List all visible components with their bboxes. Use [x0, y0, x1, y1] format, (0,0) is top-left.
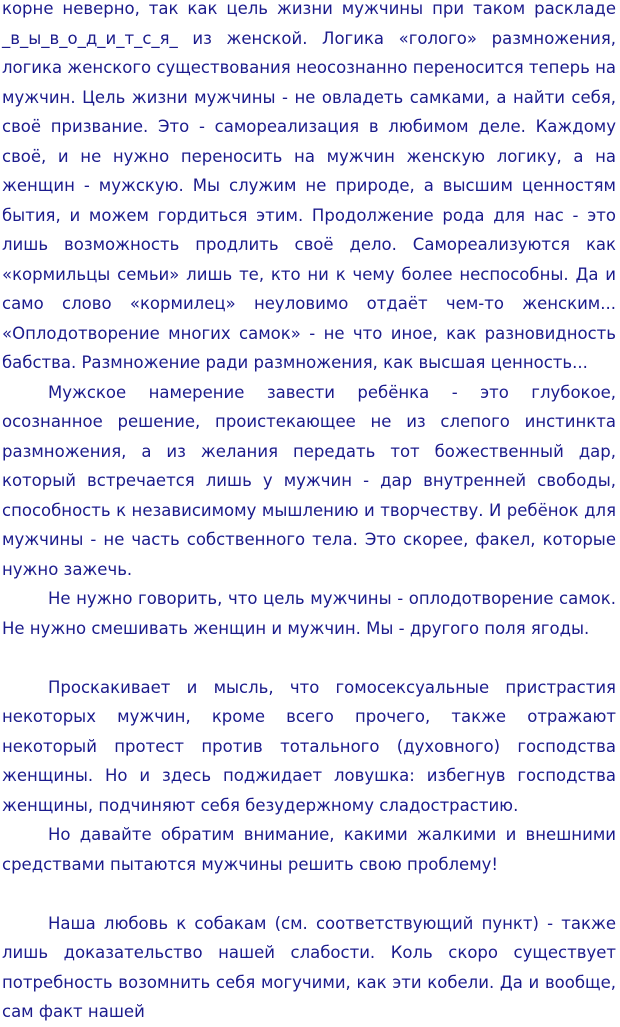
- paragraph-5: Но давайте обратим внимание, какими жалкими и внешними средствами пытаются мужчины решить свою проблему!: [2, 825, 616, 874]
- paragraph-6: Наша любовь к собакам (см. соответствующий пункт) - также лишь доказательство нашей слабости. Коль скоро существует потребность возомнить себя могучими, как эти кобели. Да и вообще, сам факт нашей: [2, 913, 616, 1021]
- paragraph-2: Мужское намерение завести ребёнка - это глубокое, осознанное решение, проистекающее не из слепого инстинкта размножения, а из желания передать тот божественный дар, который встречается лишь у мужчин - дар внутренней свободы, способность к независимому мышлению и творчеству. И ребёнок для мужчины - не часть собственного тела. Это скорее, факел, которые нужно зажечь.: [2, 382, 616, 579]
- paragraph-3: Не нужно говорить, что цель мужчины - оплодотворение самок. Не нужно смешивать женщин и мужчин. Мы - другого поля ягоды.: [2, 589, 616, 638]
- paragraph-4: Проскакивает и мысль, что гомосексуальные пристрастия некоторых мужчин, кроме всего прочего, также отражают некоторый протест против тотального (духовного) господства женщины. Но и здесь поджидает ловушка: избегнув господства женщины, подчиняют себя безудержному сладострастию.: [2, 677, 616, 815]
- paragraph-1: корне неверно, так как цель жизни мужчины при таком раскладе _в_ы_в_о_д_и_т_с_я_ из женской. Логика «голого» размножения, логика женского существования неосознанно переносится теперь на мужчин. Цель жизни мужчины - не овладеть самками, а найти себя, своё призвание. Это - самореализация в любимом деле. Каждому своё, и не нужно переносить на мужчин женскую логику, а на женщин - мужскую. Мы служим не природе, а высшим ценностям бытия, и можем гордиться этим. Продолжение рода для нас - это лишь возможность продлить своё дело. Самореализуются как «кормильцы семьи» лишь те, кто ни к чему более неспособны. Да и само слово «кормилец» неуловимо отдаёт чем-то женским... «Оплодотворение многих самок» - не что иное, как разновидность бабства. Размножение ради размножения, как высшая ценность...: [2, 0, 616, 372]
